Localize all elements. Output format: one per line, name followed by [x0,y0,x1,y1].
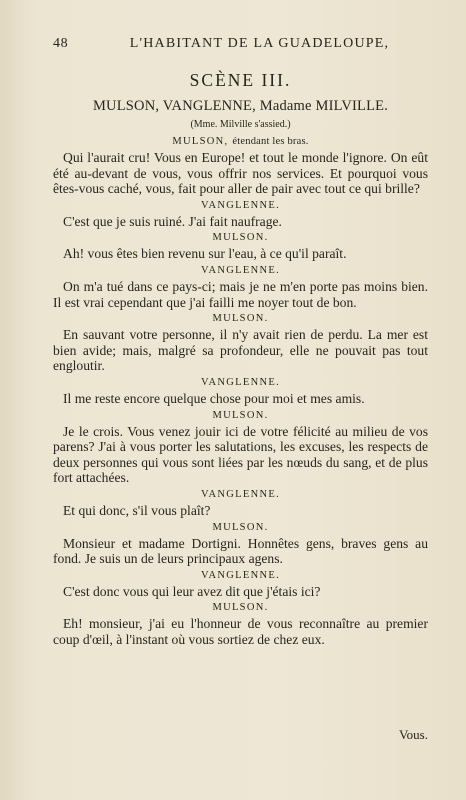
speaker-direction: étendant les bras. [232,136,309,147]
speaker-name: VANGLENNE. [200,569,280,581]
speech-line: C'est donc vous qui leur avez dit que j'étais ici? [63,583,321,599]
speech-line: On m'a tué dans ce pays-ci; mais je ne m'en porte pas moins bien. Il est vrai cependant que j'ai failli me noyer tout de bon. [53,278,428,310]
speech-line: C'est que je suis ruiné. J'ai fait naufrage. [63,213,282,229]
running-head [53,36,428,58]
speaker-name: VANGLENNE. [200,264,280,276]
speech-line: Eh! monsieur, j'ai eu l'honneur de vous reconnaître au premier coup d'œil, à l'instant où vous sortiez de chez eux. [53,616,428,647]
speech-line: Je le crois. Vous venez jouir ici de votre félicité au milieu de vos parens? J'ai à vous porter les salutations, les excuses, les respects de deux personnes qui vous sont liées par les nœuds du sang, et de plus fort attachées. [53,423,428,486]
speaker-name: MULSON. [212,313,269,325]
speech-line: Monsieur et madame Dortigni. Honnêtes gens, braves gens au fond. Je suis un de leurs principaux agens. [53,535,428,567]
dialogue [53,136,428,647]
scene-characters: MULSON, VANGLENNE, Madame MILVILLE. [92,98,389,114]
page-number: 48 [53,36,69,51]
speaker-name: VANGLENNE. [200,376,280,388]
speaker-name: MULSON. [212,232,269,244]
speech-line: Et qui donc, s'il vous plaît? [63,502,211,518]
speaker-name: MULSON. [212,521,269,533]
speaker-name: MULSON, étendant les bras. [172,136,309,147]
speaker-name: MULSON. [212,409,269,421]
scene-title: SCÈNE III. [189,70,292,90]
speech-line: Qui l'aurait cru! Vous en Europe! et tout le monde l'ignore. On eût été au-devant de vous, vous offrir nos services. Et pourquoi vous êtes-vous caché, vous, fait pour aller de pair avec tout ce qui brille? [53,150,428,197]
speaker-name: VANGLENNE. [200,199,280,211]
speaker-name: VANGLENNE. [200,488,280,500]
speech-line: Ah! vous êtes bien revenu sur l'eau, à ce qu'il paraît. [63,246,347,262]
stage-direction: (Mme. Milville s'assied.) [190,119,291,130]
speaker-name: MULSON. [212,602,269,614]
speech-line: En sauvant votre personne, il n'y avait rien de perdu. La mer est bien avide; mais, malgré sa profondeur, elle ne pouvait pas tout engloutir. [53,327,428,374]
speech-line: Il me reste encore quelque chose pour moi et mes amis. [63,390,365,406]
running-title: L'HABITANT DE LA GUADELOUPE, [129,36,390,51]
catchword: Vous. [398,727,428,742]
